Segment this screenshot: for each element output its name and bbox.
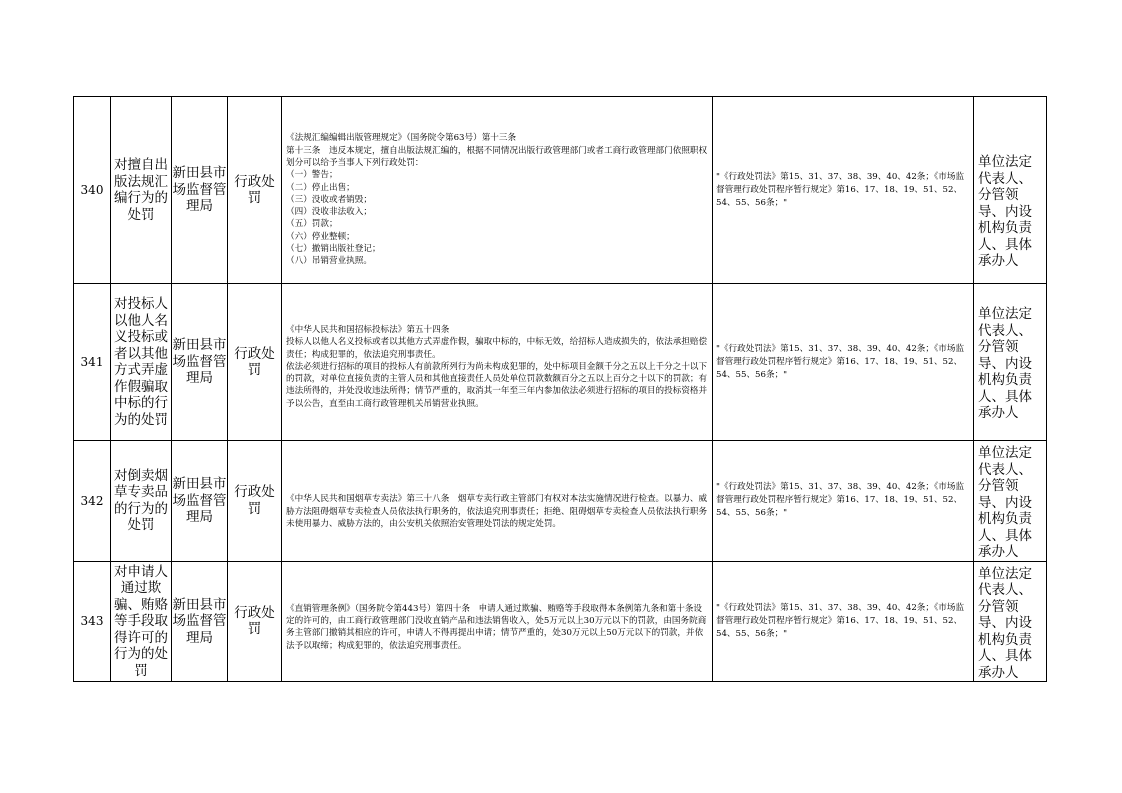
department: 新田县市场监督管理局 bbox=[172, 561, 228, 682]
procedure-basis-text: "《行政处罚法》第15、31、37、38、39、40、42条；《市场监督管理行政处罚程序暂行规定》第16、17、18、19、51、52、54、55、56条；" bbox=[716, 482, 965, 519]
action-type: 行政处罚 bbox=[228, 284, 282, 441]
responsible-persons bbox=[974, 97, 1047, 284]
legal-basis-line: 依法必须进行招标的项目的投标人有前款所列行为尚未构成犯罪的，处中标项目金额千分之五以上千分之十以下的罚款，对单位直接负责的主管人员和其他直接责任人员处单位罚款数额百分之五以上百分之十以下的罚款；有违法所得的，并处没收违法所得；情节严重的，取消其一年至三年内参加依法必须进行招标的项目的投标资格并予以公告，直至由工商行政管理机关吊销营业执照。 bbox=[286, 361, 708, 409]
legal-basis-line: （一）警告； bbox=[286, 170, 338, 181]
legal-basis bbox=[282, 561, 713, 682]
legal-basis-line: （四）没收非法收入； bbox=[286, 207, 372, 218]
legal-basis-line: （七）撤销出版社登记； bbox=[286, 244, 381, 255]
department: 新田县市场监督管理局 bbox=[172, 284, 228, 441]
legal-basis bbox=[282, 284, 713, 441]
table-body bbox=[74, 97, 1047, 682]
legal-basis-line: 《法规汇编编辑出版管理规定》（国务院令第63号）第十三条 bbox=[286, 133, 517, 144]
table-row bbox=[74, 97, 1047, 284]
responsible-persons bbox=[974, 441, 1047, 562]
legal-basis bbox=[282, 441, 713, 562]
row-number: 340 bbox=[74, 97, 111, 284]
procedure-basis bbox=[713, 97, 974, 284]
procedure-basis bbox=[713, 561, 974, 682]
table-row bbox=[74, 441, 1047, 562]
row-number: 343 bbox=[74, 561, 111, 682]
action-type: 行政处罚 bbox=[228, 561, 282, 682]
table-row bbox=[74, 561, 1047, 682]
item-name: 对倒卖烟草专卖品的行为的处罚 bbox=[111, 441, 172, 562]
legal-basis-line: 《中华人民共和国烟草专卖法》第三十八条 烟草专卖行政主管部门有权对本法实施情况进行检查。以暴力、威胁方法阻碍烟草专卖检查人员依法执行职务的，依法追究刑事责任；拒绝、阻碍烟草专卖检查人员依法执行职务未使用暴力、威胁方法的，由公安机关依照治安管理处罚法的规定处罚。 bbox=[286, 494, 708, 529]
procedure-basis-text: "《行政处罚法》第15、31、37、38、39、40、42条；《市场监督管理行政处罚程序暂行规定》第16、17、18、19、51、52、54、55、56条；" bbox=[716, 602, 965, 639]
table-row bbox=[74, 284, 1047, 441]
legal-basis-line: （二）停止出售； bbox=[286, 182, 355, 193]
item-name: 对投标人以他人名义投标或者以其他方式弄虚作假骗取中标的行为的处罚 bbox=[111, 284, 172, 441]
procedure-basis bbox=[713, 441, 974, 562]
row-number: 341 bbox=[74, 284, 111, 441]
legal-basis-line: （三）没收或者销毁； bbox=[286, 194, 372, 205]
procedure-basis-text: "《行政处罚法》第15、31、37、38、39、40、42条；《市场监督管理行政处罚程序暂行规定》第16、17、18、19、51、52、54、55、56条；" bbox=[716, 171, 965, 208]
legal-basis-line: 《直销管理条例》（国务院令第443号）第四十条 申请人通过欺骗、贿赂等手段取得本条例第九条和第十条设定的许可的，由工商行政管理部门没收直销产品和违法销售收入，处5万元以上30万元以下的罚款，由国务院商务主管部门撤销其相应的许可，申请人不得再提出申请；情节严重的，处30万元以上50万元以下的罚款，并依法予以取缔；构成犯罪的，依法追究刑事责任。 bbox=[286, 603, 707, 651]
action-type: 行政处罚 bbox=[228, 97, 282, 284]
responsible-persons bbox=[974, 561, 1047, 682]
legal-basis bbox=[282, 97, 713, 284]
legal-basis-line: （六）停业整顿； bbox=[286, 231, 355, 242]
row-number: 342 bbox=[74, 441, 111, 562]
legal-basis-line: 第十三条 违反本规定，擅自出版法规汇编的，根据不同情况出版行政管理部门或者工商行政管理部门依照职权划分可以给予当事人下列行政处罚： bbox=[286, 145, 708, 168]
item-name: 对擅自出版法规汇编行为的处罚 bbox=[111, 97, 172, 284]
procedure-basis-text: "《行政处罚法》第15、31、37、38、39、40、42条；《市场监督管理行政处罚程序暂行规定》第16、17、18、19、51、52、54、55、56条；" bbox=[716, 343, 965, 380]
legal-basis-line: （五）罚款； bbox=[286, 219, 338, 230]
department: 新田县市场监督管理局 bbox=[172, 441, 228, 562]
item-name: 对申请人通过欺骗、贿赂等手段取得许可的行为的处罚 bbox=[111, 561, 172, 682]
legal-basis-line: 《中华人民共和国招标投标法》第五十四条 bbox=[286, 324, 450, 335]
department: 新田县市场监督管理局 bbox=[172, 97, 228, 284]
responsible-persons-text: 单位法定代表人、分管领导、内设机构负责人、具体承办人 bbox=[978, 445, 1032, 560]
procedure-basis bbox=[713, 284, 974, 441]
responsible-persons-text: 单位法定代表人、分管领导、内设机构负责人、具体承办人 bbox=[978, 306, 1032, 422]
responsible-persons-text: 单位法定代表人、分管领导、内设机构负责人、具体承办人 bbox=[978, 154, 1032, 270]
penalty-table bbox=[73, 96, 1047, 682]
responsible-persons-text: 单位法定代表人、分管领导、内设机构负责人、具体承办人 bbox=[978, 565, 1032, 681]
responsible-persons bbox=[974, 284, 1047, 441]
legal-basis-line: 投标人以他人名义投标或者以其他方式弄虚作假，骗取中标的，中标无效，给招标人造成损失的，依法承担赔偿责任；构成犯罪的，依法追究刑事责任。 bbox=[286, 337, 708, 360]
action-type: 行政处罚 bbox=[228, 441, 282, 562]
legal-basis-line: （八）吊销营业执照。 bbox=[286, 256, 372, 267]
